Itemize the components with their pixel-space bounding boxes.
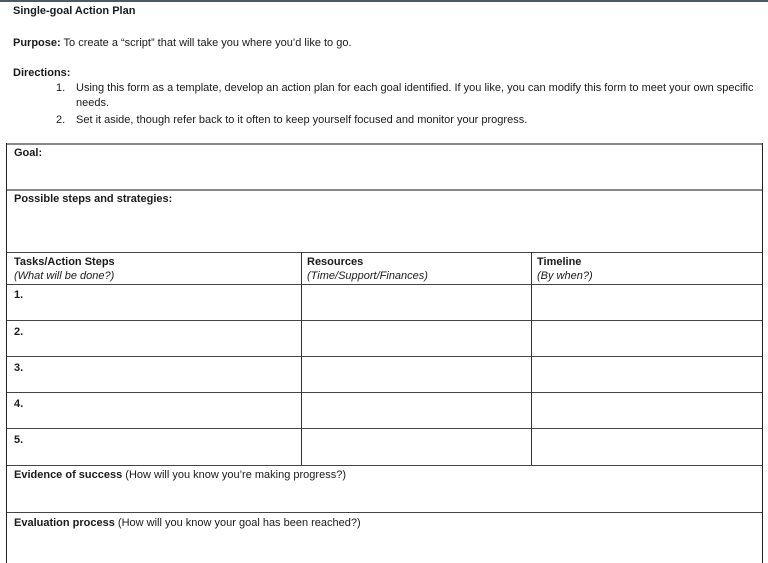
column-divider bbox=[531, 252, 532, 465]
document-title: Single-goal Action Plan bbox=[13, 5, 136, 17]
divider bbox=[7, 392, 762, 393]
column-header-tasks bbox=[14, 255, 115, 283]
evaluation-label: Evaluation process bbox=[14, 517, 115, 529]
direction-text: Using this form as a template, develop an action plan for each goal identified. If you like, you can modify this form to meet your own specific needs. bbox=[76, 82, 754, 109]
purpose-line bbox=[13, 37, 352, 49]
table-top-border bbox=[7, 143, 762, 145]
direction-text: Set it aside, though refer back to it often to keep yourself focused and monitor your progress. bbox=[76, 114, 528, 126]
divider bbox=[7, 356, 762, 357]
column-title: Timeline bbox=[537, 256, 582, 268]
table-row[interactable] bbox=[14, 398, 23, 410]
goal-field[interactable] bbox=[14, 147, 42, 159]
table-row[interactable] bbox=[14, 289, 23, 301]
divider bbox=[7, 428, 762, 429]
top-border bbox=[0, 0, 768, 2]
divider bbox=[7, 189, 762, 191]
divider bbox=[7, 465, 762, 466]
column-subtitle: (By when?) bbox=[537, 270, 593, 282]
divider bbox=[7, 512, 762, 513]
column-header-resources bbox=[307, 255, 428, 283]
divider bbox=[7, 284, 762, 285]
direction-number: 2. bbox=[56, 114, 66, 126]
row-number: 4. bbox=[14, 398, 24, 410]
row-number: 5. bbox=[14, 434, 24, 446]
purpose-text: To create a “script” that will take you where you’d like to go. bbox=[60, 37, 352, 49]
evaluation-hint: (How will you know your goal has been reached?) bbox=[114, 517, 361, 529]
column-title: Tasks/Action Steps bbox=[14, 256, 115, 268]
action-plan-table bbox=[6, 143, 763, 563]
goal-label: Goal: bbox=[14, 147, 43, 159]
steps-field[interactable] bbox=[14, 193, 172, 205]
table-row[interactable] bbox=[14, 434, 23, 446]
evaluation-field[interactable] bbox=[14, 517, 361, 529]
direction-number: 1. bbox=[56, 82, 66, 94]
steps-label: Possible steps and strategies: bbox=[14, 193, 173, 205]
column-subtitle: (What will be done?) bbox=[14, 270, 115, 282]
column-title: Resources bbox=[307, 256, 364, 268]
divider bbox=[7, 252, 762, 253]
divider bbox=[7, 320, 762, 321]
column-subtitle: (Time/Support/Finances) bbox=[307, 270, 428, 282]
directions-label: Directions: bbox=[13, 67, 71, 79]
purpose-label: Purpose: bbox=[13, 37, 61, 49]
row-number: 2. bbox=[14, 326, 24, 338]
column-header-timeline bbox=[537, 255, 593, 283]
evidence-hint: (How will you know you’re making progress?) bbox=[122, 469, 346, 481]
row-number: 3. bbox=[14, 362, 24, 374]
row-number: 1. bbox=[14, 289, 24, 301]
column-divider bbox=[301, 252, 302, 465]
table-row[interactable] bbox=[14, 326, 23, 338]
table-row[interactable] bbox=[14, 362, 23, 374]
evidence-label: Evidence of success bbox=[14, 469, 123, 481]
evidence-field[interactable] bbox=[14, 469, 346, 481]
